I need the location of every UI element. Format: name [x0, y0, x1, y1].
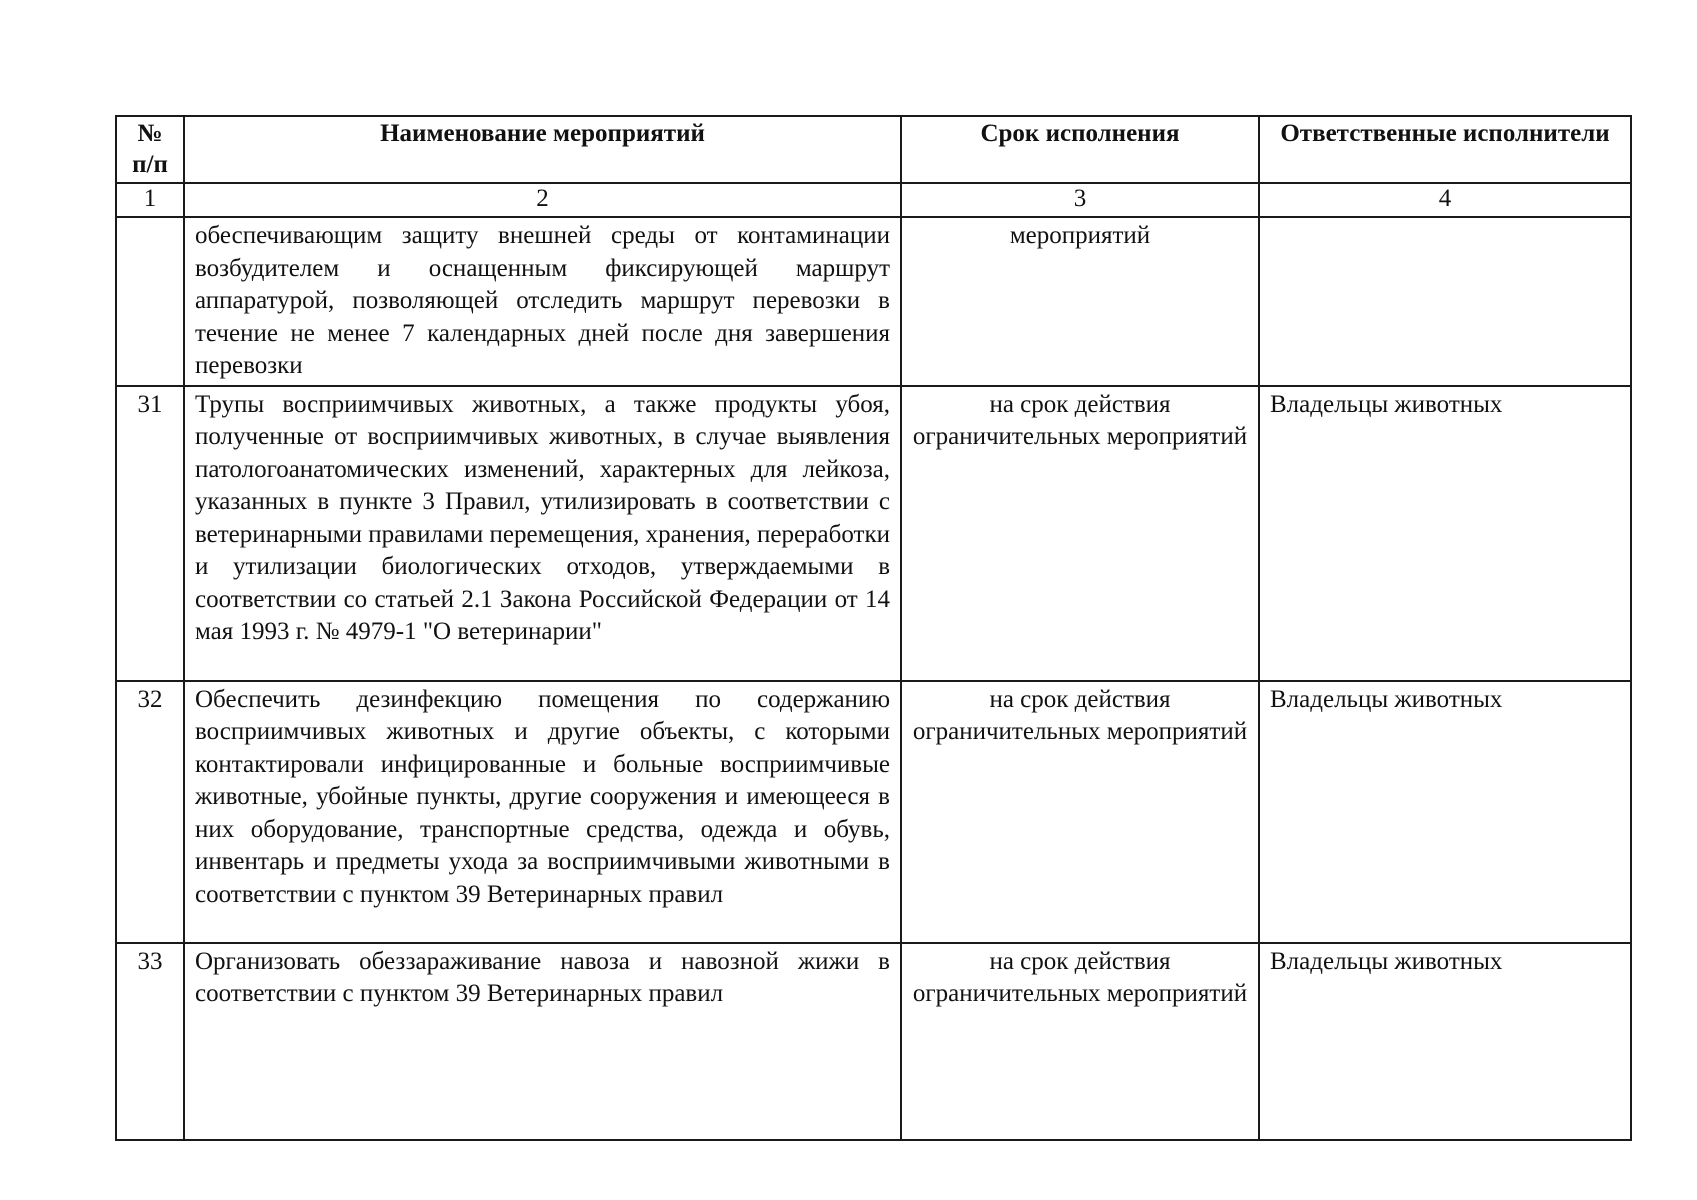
table-header-row: [116, 116, 1631, 183]
row-responsible: Владельцы животных: [1259, 943, 1631, 1140]
header-deadline: Срок исполнения: [901, 116, 1259, 183]
header-number: № п/п: [116, 116, 184, 183]
row-number: 32: [116, 681, 184, 943]
row-description: Трупы восприимчивых животных, а также продукты убоя, полученные от восприимчивых животных, в случае выявления патологоанатомических изменений, характерных для лейкоза, указанных в пункте 3 Правил, утилизировать в соответствии с ветеринарными правилами перемещения, хранения, переработки и утилизации биологических отходов, утверждаемыми в соответствии со статьей 2.1 Закона Российской Федерации от 14 мая 1993 г. № 4979-1 "О ветеринарии": [184, 386, 901, 681]
row-number: 33: [116, 943, 184, 1140]
row-description: Организовать обеззараживание навоза и навозной жижи в соответствии с пунктом 39 Ветеринарных правил: [184, 943, 901, 1140]
row-responsible: Владельцы животных: [1259, 681, 1631, 943]
column-number-2: 2: [184, 183, 901, 217]
row-description: обеспечивающим защиту внешней среды от контаминации возбудителем и оснащенным фиксирующей маршрут аппаратурой, позволяющей отследить маршрут перевозки в течение не менее 7 календарных дней после дня завершения перевозки: [184, 217, 901, 386]
row-responsible: [1259, 217, 1631, 386]
row-deadline: на срок действия ограничительных мероприятий: [901, 943, 1259, 1140]
row-description: Обеспечить дезинфекцию помещения по содержанию восприимчивых животных и другие объекты, с которыми контактировали инфицированные и больные восприимчивые животные, убойные пункты, другие сооружения и имеющееся в них оборудование, транспортные средства, одежда и обувь, инвентарь и предметы ухода за восприимчивыми животными в соответствии с пунктом 39 Ветеринарных правил: [184, 681, 901, 943]
column-number-3: 3: [901, 183, 1259, 217]
column-number-4: 4: [1259, 183, 1631, 217]
table-row: [116, 681, 1631, 943]
row-number: 31: [116, 386, 184, 681]
header-measures: Наименование мероприятий: [184, 116, 901, 183]
header-responsible: Ответственные исполнители: [1259, 116, 1631, 183]
column-number-1: 1: [116, 183, 184, 217]
row-number: [116, 217, 184, 386]
measures-table: [115, 115, 1632, 1141]
table-row: [116, 386, 1631, 681]
row-responsible: Владельцы животных: [1259, 386, 1631, 681]
row-deadline: мероприятий: [901, 217, 1259, 386]
column-number-row: [116, 183, 1631, 217]
table-row: [116, 943, 1631, 1140]
row-deadline: на срок действия ограничительных мероприятий: [901, 681, 1259, 943]
row-deadline: на срок действия ограничительных мероприятий: [901, 386, 1259, 681]
table-row: [116, 217, 1631, 386]
